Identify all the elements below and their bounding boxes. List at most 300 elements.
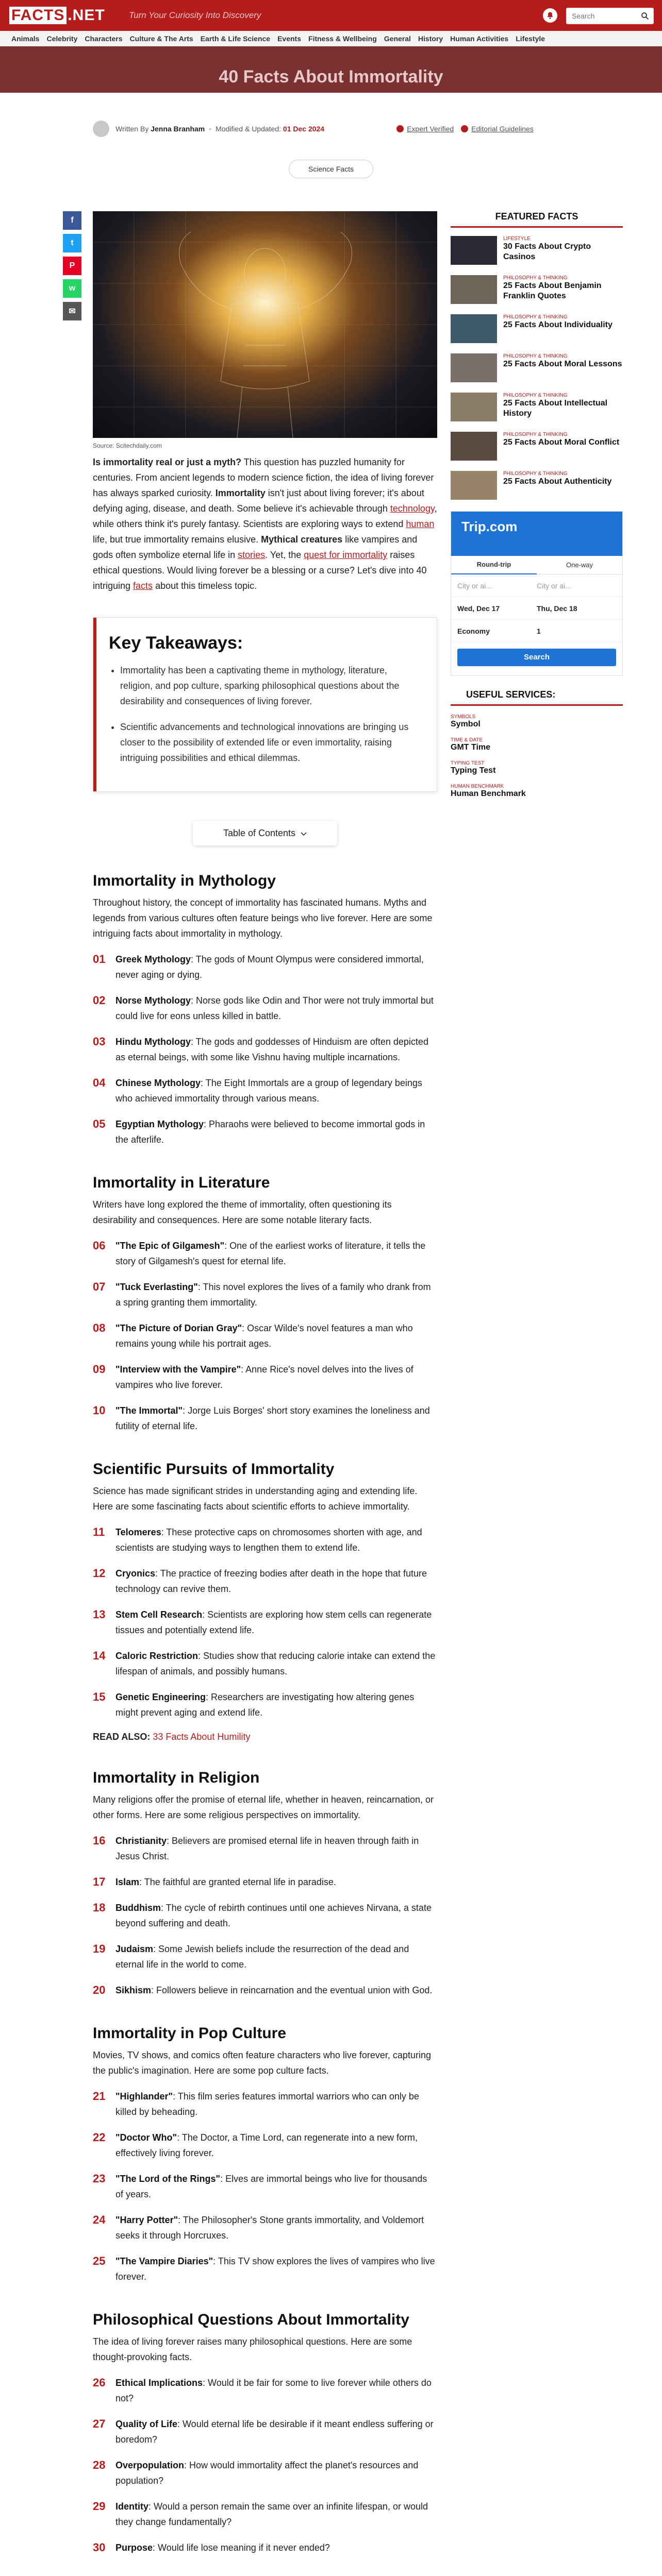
fact-text [115,1874,336,1890]
fact-text [115,2171,437,2202]
site-logo[interactable] [9,7,105,24]
fact-label: Identity [115,2501,149,2512]
fact-number: 19 [93,1942,106,1955]
fact-item [93,1116,437,1147]
fact-text [115,1238,437,1269]
nav-item-celebrity[interactable]: Celebrity [46,34,78,43]
fact-item [93,2375,437,2406]
fact-number: 15 [93,1690,106,1703]
fact-body: : The gods of Mount Olympus were considered immortal, never aging or dying. [115,954,424,980]
fact-label: Judaism [115,1944,154,1954]
fact-body: : The faithful are granted eternal life in paradise. [139,1877,336,1887]
featured-category[interactable]: PHILOSOPHY & THINKING [503,471,568,477]
featured-title-link[interactable]: 25 Facts About Moral Lessons [503,360,622,368]
fact-label: Quality of Life [115,2419,178,2429]
intro-text: This question has puzzled humanity for centuries. From ancient legends to modern science fiction, the idea of living forever has always sparked curiosity. [93,457,434,498]
pinterest-icon[interactable]: P [63,257,81,275]
useful-title: USEFUL SERVICES: [451,689,623,706]
trip-brand[interactable]: Trip.com [451,512,622,556]
article-body [93,211,437,2576]
fact-text [115,2458,437,2488]
section-heading: Immortality in Pop Culture [93,2025,287,2042]
featured-text [503,471,611,500]
tab-one-way[interactable]: One-way [566,561,593,569]
fact-text [115,1524,437,1555]
featured-text [503,393,623,421]
fact-text [115,2375,437,2406]
featured-category[interactable]: PHILOSOPHY & THINKING [503,353,568,359]
article-section [93,872,437,1147]
fact-text [115,1648,437,1679]
fact-body: : Elves are immortal beings who live for thousands of years. [115,2174,427,2199]
fact-item [93,952,437,982]
editorial-badge[interactable]: Editorial Guidelines [461,125,534,133]
useful-item[interactable] [451,784,623,799]
fact-number: 22 [93,2131,106,2144]
bell-icon[interactable] [543,8,557,23]
intro-link[interactable]: human [406,519,435,529]
useful-item[interactable] [451,737,623,752]
featured-item[interactable] [451,314,623,343]
fact-body: : Scientists are exploring how stem cells can regenerate tissues and potentially extend life. [115,1609,432,1635]
author-avatar [93,121,109,137]
fact-number: 24 [93,2213,106,2226]
takeaways-title: Key Takeaways: [109,633,243,653]
fact-body: : Norse gods like Odin and Thor were not truly immortal but could live for eons unless killed in battle. [115,995,434,1021]
check-icon [461,125,468,132]
intro-text: raises ethical questions. Would living forever be a blessing or a curse? Let's dive into 40 intriguing [93,550,427,591]
useful-item[interactable] [451,760,623,775]
fact-label: "The Immortal" [115,1405,183,1416]
written-by-label: Written By [115,125,149,133]
to-city-input[interactable]: City or ai... [537,581,571,590]
fact-label: "The Epic of Gilgamesh" [115,1241,225,1251]
search-icon[interactable] [641,12,649,23]
fact-number: 05 [93,1117,106,1130]
featured-item[interactable] [451,432,623,461]
intro-link[interactable]: stories [238,550,266,560]
fact-text [115,2253,437,2284]
nav-item-fitness[interactable]: Fitness & Wellbeing [308,34,377,43]
fact-item [93,2253,437,2284]
fact-body: : The cycle of rebirth continues until one achieves Nirvana, a state beyond suffering and death. [115,1903,432,1928]
fact-body: : Followers believe in reincarnation and the eventual union with God. [151,1985,433,1995]
fact-item [93,2540,437,2555]
takeaway-item: • Scientific advancements and technological innovations are bringing us closer to the possibility of extended life or even immortality, raising intriguing possibilities and ethical dilemmas. [120,719,421,766]
fact-text [115,1900,437,1931]
intro-bold: Mythical creatures [261,534,343,545]
intro-link[interactable]: facts [133,581,153,591]
fact-body: : Would it be fair for some to live forever while others do not? [115,2378,432,2403]
category-pill[interactable]: Science Facts [289,160,373,178]
fact-item [93,2416,437,2447]
fact-body: : These protective caps on chromosomes shorten with age, and scientists are studying ways to lengthen them to extend life. [115,1527,422,1553]
fact-label: "The Vampire Diaries" [115,2256,213,2266]
read-also-label: READ ALSO: [93,1732,151,1742]
fact-text [115,952,437,982]
trip-widget [451,511,623,676]
fact-text [115,2540,330,2555]
image-source: Source: Scitechdaily.com [93,442,162,449]
fact-body: : Would life lose meaning if it never ended? [153,2543,330,2553]
section-heading: Immortality in Religion [93,1769,260,1786]
fact-number: 26 [93,2376,106,2389]
article-section [93,2025,437,2284]
intro-paragraph [93,454,437,594]
fact-item [93,1982,437,1998]
search-box [566,8,654,24]
fact-item [93,993,437,1024]
featured-thumbnail[interactable] [451,353,497,382]
fact-text [115,1607,437,1638]
useful-title-link[interactable]: Symbol [451,720,481,728]
check-icon [396,125,404,132]
table-of-contents-toggle[interactable] [193,821,337,845]
fact-item [93,2458,437,2488]
fact-item [93,1524,437,1555]
trip-city-row [451,574,622,597]
search-input[interactable] [567,8,634,24]
featured-thumbnail[interactable] [451,432,497,461]
fact-number: 27 [93,2417,106,2430]
featured-title-link[interactable]: 30 Facts About Crypto Casinos [503,242,591,261]
fact-number: 07 [93,1280,106,1293]
fact-label: Ethical Implications [115,2378,203,2388]
fact-number: 28 [93,2459,106,2471]
fact-body: : How would immortality affect the planet's resources and population? [115,2460,419,2486]
fact-item [93,1900,437,1931]
fact-item [93,1279,437,1310]
featured-title-link[interactable]: 25 Facts About Intellectual History [503,399,608,418]
expert-badge[interactable]: Expert Verified [396,125,454,133]
modified-label: Modified & Updated: [216,125,282,133]
fact-number: 04 [93,1076,106,1089]
section-heading: Immortality in Mythology [93,872,276,889]
featured-item[interactable] [451,471,623,500]
fact-number: 13 [93,1608,106,1621]
fact-item [93,1566,437,1597]
fact-text [115,1075,437,1106]
fact-label: Norse Mythology [115,995,191,1006]
section-intro: Science has made significant strides in understanding aging and extending life. Here are some fascinating facts about scientific efforts to achieve immortality. [93,1486,418,1512]
fact-text [115,1566,437,1597]
useful-title-link[interactable]: GMT Time [451,743,491,752]
fact-number: 25 [93,2255,106,2267]
featured-text [503,314,613,343]
fact-text [115,2130,437,2161]
fact-item [93,1238,437,1269]
fact-body: : The Eight Immortals are a group of legendary beings who achieved immortality through various means. [115,1078,422,1104]
sidebar [451,211,623,807]
fact-number: 21 [93,2090,106,2103]
updated-date: 01 Dec 2024 [283,125,325,133]
from-city-input[interactable]: City or ai... [457,581,492,590]
featured-list [451,236,623,500]
fact-number: 11 [93,1526,105,1538]
fact-label: Genetic Engineering [115,1692,206,1702]
useful-category: TIME & DATE [451,737,483,743]
useful-services [451,689,623,799]
intro-link[interactable]: quest for immortality [304,550,388,560]
fact-item [93,1403,437,1434]
toc-label: Table of Contents [223,827,296,838]
return-date[interactable]: Thu, Dec 18 [537,604,577,613]
fact-text [115,1403,437,1434]
useful-title-link[interactable]: Typing Test [451,766,496,775]
fact-number: 16 [93,1834,106,1847]
featured-category[interactable]: PHILOSOPHY & THINKING [503,393,568,398]
article-section [93,2311,437,2555]
fact-item [93,1941,437,1972]
fact-number: 08 [93,1321,106,1334]
fact-item [93,1034,437,1065]
featured-item[interactable] [451,236,623,265]
fact-number: 09 [93,1363,106,1376]
fact-number: 03 [93,1035,106,1048]
featured-text [503,236,623,265]
section-intro: Throughout history, the concept of immortality has fascinated humans. Myths and legends from various cultures often feature beings who live forever. Here are some intriguing facts about immortality in mythology. [93,897,433,939]
fact-text [115,1689,437,1720]
fact-label: Overpopulation [115,2460,185,2470]
featured-category[interactable]: PHILOSOPHY & THINKING [503,275,568,281]
fact-item [93,2171,437,2202]
fact-item [93,1362,437,1393]
fact-text [115,2416,437,2447]
fact-text [115,1279,437,1310]
nav-item-animals[interactable]: Animals [11,34,40,43]
fact-item [93,1833,437,1864]
fact-text [115,2499,437,2530]
fact-text [115,2212,437,2243]
fact-number: 14 [93,1649,106,1662]
fact-number: 17 [93,1875,106,1888]
featured-category[interactable]: PHILOSOPHY & THINKING [503,432,568,437]
fact-item [93,1607,437,1638]
article-meta: Written By Jenna Branham • Modified & Updated: 01 Dec 2024 Expert Verified Editorial Guidelines [93,118,608,139]
passenger-count[interactable]: 1 [537,626,541,635]
logo-rest: .NET [68,7,105,24]
intro-text: life, but true immortality remains elusive. [93,534,261,545]
fact-text [115,1116,437,1147]
fact-body: : This novel explores the lives of a family who drank from a spring granting them immortality. [115,1282,431,1308]
useful-category: TYPING TEST [451,760,485,766]
whatsapp-icon[interactable]: w [63,279,81,298]
article-image [93,211,437,438]
featured-title-link[interactable]: 25 Facts About Moral Conflict [503,438,620,447]
featured-title-link[interactable]: 25 Facts About Authenticity [503,477,612,486]
author-name[interactable]: Jenna Branham [151,125,205,133]
fact-label: Chinese Mythology [115,1078,201,1088]
useful-title-link[interactable]: Human Benchmark [451,789,526,798]
nav-item-culture[interactable]: Culture & The Arts [129,34,193,43]
fact-number: 23 [93,2172,106,2185]
fact-body: : Studies show that reducing calorie intake can extend the lifespan of animals, and possibly humans. [115,1651,436,1676]
intro-text: , while others think it's purely fantasy. Scientists are exploring ways to extend [93,503,437,529]
fact-number: 18 [93,1901,106,1914]
fact-number: 29 [93,2500,106,2513]
fact-body: : The Philosopher's Stone grants immortality, and Voldemort seeks it through Horcruxes. [115,2215,424,2241]
intro-bold: Immortality [215,488,266,498]
article-section [93,1174,437,1434]
tab-round-trip[interactable]: Round-trip [451,556,537,574]
intro-text: isn't just about living forever; it's about defying aging, disease, and death. Some believe it's achievable through [93,488,424,514]
section-heading: Scientific Pursuits of Immortality [93,1461,335,1478]
nav-item-events[interactable]: Events [277,34,302,43]
nav-item-general[interactable]: General [384,34,411,43]
tagline: Turn Your Curiosity Into Discovery [129,10,261,20]
trip-cabin-row [451,620,622,642]
section-intro: Writers have long explored the theme of immortality, often questioning its desirability and consequences. Here are some notable literary facts. [93,1199,392,1225]
useful-category: SYMBOLS [451,714,476,720]
fact-label: "The Picture of Dorian Gray" [115,1323,242,1333]
fact-item [93,1648,437,1679]
fact-text [115,1833,437,1864]
featured-item[interactable] [451,353,623,382]
section-heading: Immortality in Literature [93,1174,270,1191]
nav-item-lifestyle[interactable]: Lifestyle [516,34,545,43]
fact-label: Buddhism [115,1903,161,1913]
page-title: 40 Facts About Immortality [219,67,443,87]
intro-text: . Yet, the [265,550,304,560]
fact-label: "The Lord of the Rings" [115,2174,221,2184]
email-icon[interactable]: ✉ [63,302,81,320]
fact-text [115,1982,432,1998]
fact-text [115,993,437,1024]
fact-label: Hindu Mythology [115,1037,191,1047]
takeaway-item: • Immortality has been a captivating theme in mythology, literature, religion, and pop culture, sparking philosophical questions about the desirability and consequences of living forever. [120,663,421,709]
fact-label: Telomeres [115,1527,161,1537]
section-intro: Movies, TV shows, and comics often feature characters who live forever, capturing the public's imagination. Here are some pop culture facts. [93,2050,431,2076]
nav-item-history[interactable]: History [418,34,443,43]
trip-search-button[interactable]: Search [457,649,616,666]
fact-body: : Some Jewish beliefs include the resurrection of the dead and eternal life in the world to come. [115,1944,409,1970]
fact-body: : Believers are promised eternal life in heaven through faith in Jesus Christ. [115,1836,419,1861]
fact-number: 20 [93,1984,106,1996]
sections-container [93,872,437,2576]
fact-item [93,1075,437,1106]
fact-item [93,2499,437,2530]
intro-link[interactable]: technology [390,503,435,514]
social-share [63,211,81,325]
section-intro: The idea of living forever raises many philosophical questions. Here are some thought-provoking facts. [93,2336,412,2362]
intro-text: about this timeless topic. [153,581,257,591]
chevron-down-icon [301,828,307,839]
fact-label: Christianity [115,1836,167,1846]
featured-title: FEATURED FACTS [451,211,623,228]
fact-body: : Researchers are investigating how altering genes might prevent aging and extend life. [115,1692,415,1718]
featured-category[interactable]: LIFESTYLE [503,236,531,242]
top-header [0,0,662,31]
fact-label: Stem Cell Research [115,1609,203,1620]
fact-item [93,1320,437,1351]
featured-item[interactable] [451,275,623,304]
featured-text [503,353,622,382]
featured-thumbnail[interactable] [451,471,497,500]
fact-number: 02 [93,994,106,1007]
hero-banner [0,46,662,93]
section-heading: Philosophical Questions About Immortality [93,2311,409,2328]
nav-item-earth-life-science[interactable]: Earth & Life Science [200,34,271,43]
featured-text [503,275,623,304]
fact-body: : This film series features immortal warriors who can only be killed by beheading. [115,2091,419,2117]
featured-text [503,432,619,461]
fact-text [115,2089,437,2120]
trip-tabs [451,556,622,574]
fact-number: 06 [93,1239,106,1252]
intro-bold: Is immortality real or just a myth? [93,457,242,467]
featured-title-link[interactable]: 25 Facts About Individuality [503,320,613,329]
fact-label: "Harry Potter" [115,2215,178,2225]
fact-label: Cryonics [115,1568,156,1579]
fact-body: : The gods and goddesses of Hinduism are often depicted as eternal beings, with some like Vishnu having multiple incarnations. [115,1037,428,1062]
fact-body: : Pharaohs were believed to become immortal gods in the afterlife. [115,1119,425,1145]
fact-body: : Anne Rice's novel delves into the lives of vampires who live forever. [115,1364,413,1390]
useful-item[interactable] [451,714,623,729]
fact-number: 10 [93,1404,106,1417]
twitter-icon[interactable]: t [63,234,81,252]
fact-item [93,1874,437,1890]
fact-label: Islam [115,1877,140,1887]
fact-label: Sikhism [115,1985,152,1995]
useful-list [451,714,623,799]
fact-label: "Doctor Who" [115,2132,177,2143]
fact-label: Greek Mythology [115,954,191,964]
fact-label: "Tuck Everlasting" [115,1282,198,1292]
depart-date[interactable]: Wed, Dec 17 [457,604,500,613]
featured-title-link[interactable]: 25 Facts About Benjamin Franklin Quotes [503,281,602,300]
fact-text [115,1362,437,1393]
read-also-link[interactable]: 33 Facts About Humility [153,1732,251,1742]
featured-category[interactable]: PHILOSOPHY & THINKING [503,314,568,320]
fact-text [115,1034,437,1065]
useful-category: HUMAN BENCHMARK [451,784,504,789]
fact-label: Egyptian Mythology [115,1119,204,1129]
fact-text [115,1320,437,1351]
featured-thumbnail[interactable] [451,393,497,421]
trip-date-row [451,597,622,620]
featured-thumbnail[interactable] [451,275,497,304]
featured-item[interactable] [451,393,623,421]
featured-thumbnail[interactable] [451,314,497,343]
fact-label: "Interview with the Vampire" [115,1364,241,1375]
article-section [93,1461,437,1742]
fact-label: "Highlander" [115,2091,173,2102]
cabin-select[interactable]: Economy [457,626,490,635]
fact-item [93,2089,437,2120]
fact-label: Purpose [115,2543,153,2553]
fact-item [93,2130,437,2161]
fact-body: : The Doctor, a Time Lord, can regenerate into a new form, effectively living forever. [115,2132,418,2158]
nav-item-characters[interactable]: Characters [85,34,123,43]
facebook-icon[interactable]: f [63,211,81,230]
fact-body: : Oscar Wilde's novel features a man who remains young while his portrait ages. [115,1323,413,1349]
fact-number: 30 [93,2541,106,2554]
fact-body: : Would eternal life be desirable if it meant endless suffering or boredom? [115,2419,434,2445]
featured-thumbnail[interactable] [451,236,497,265]
category-nav [0,31,662,46]
fact-body: : One of the earliest works of literature, it tells the story of Gilgamesh's quest for eternal life. [115,1241,426,1266]
fact-number: 01 [93,953,106,965]
fact-number: 12 [93,1567,106,1580]
fact-body: : The practice of freezing bodies after death in the hope that future technology can revive them. [115,1568,427,1594]
article-section [93,1769,437,1998]
fact-body: : Would a person remain the same over an infinite lifespan, or would they change fundamentally? [115,2501,428,2527]
nav-item-human-activities[interactable]: Human Activities [450,34,509,43]
fact-text [115,1941,437,1972]
fact-item [93,2212,437,2243]
read-also [93,1732,437,1742]
fact-item [93,1689,437,1720]
